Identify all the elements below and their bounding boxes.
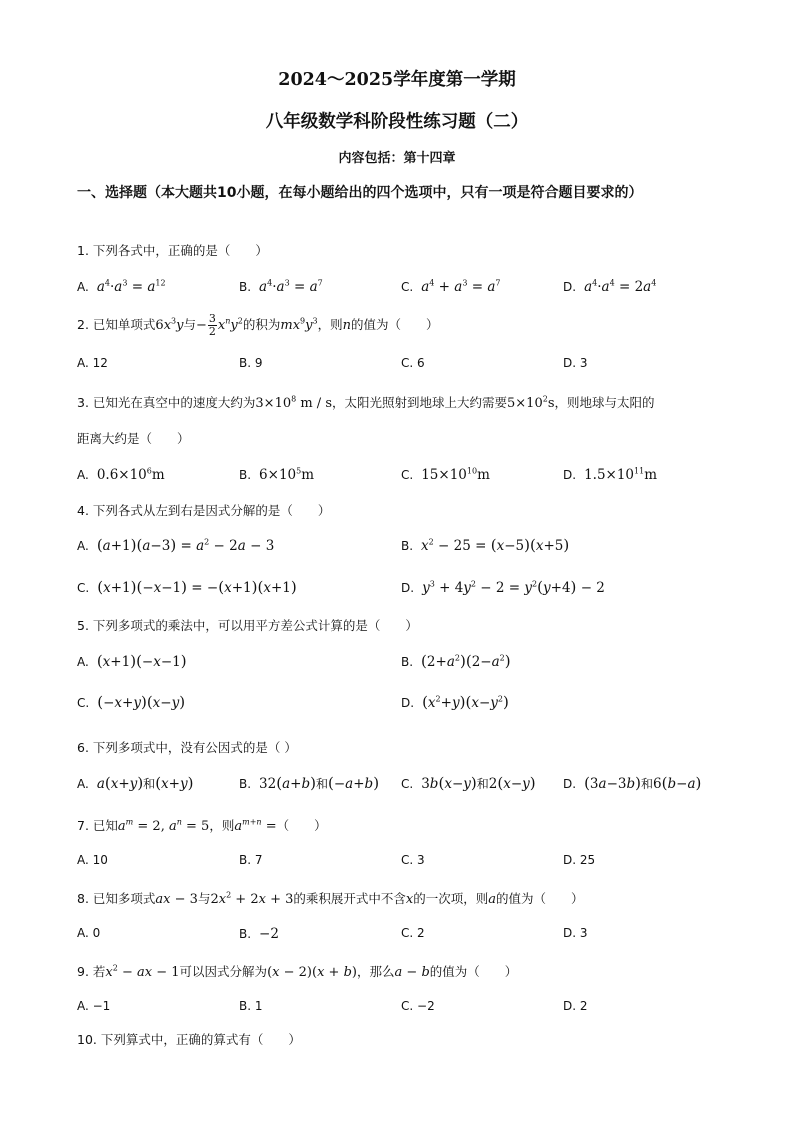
question-7-option-d: D. 25: [563, 853, 596, 867]
question-8-option-d: D. 3: [563, 926, 588, 940]
stem-text: ，那么: [356, 964, 395, 979]
question-4-option-a: [77, 536, 274, 554]
question-9-option-a: A. −1: [77, 999, 111, 1013]
question-8-option-c: C. 2: [401, 926, 425, 940]
option-label: D.: [401, 696, 415, 710]
question-3-option-d: [563, 466, 657, 483]
exam-scope: 内容包括：第十四章: [338, 151, 456, 166]
formula: −2: [259, 926, 279, 942]
formula: $6x^3y$: [155, 316, 184, 333]
question-2-option-d: D. 3: [563, 356, 588, 370]
stem-text: 的一次项，则: [413, 891, 489, 906]
question-9-option-b: B. 1: [239, 999, 263, 1013]
formula: a: [488, 892, 497, 907]
formula: − $\frac{3}{2}$ $x^ny^2$: [196, 312, 243, 338]
formula: a(x+y): [96, 774, 144, 792]
stem-text: 的值为（ ）: [429, 964, 518, 979]
formula: $mx^9y^3$: [280, 316, 318, 333]
formula: $a^{m+n}$ =: [234, 817, 277, 834]
question-2-option-b: B. 9: [239, 356, 263, 370]
stem-text: 的值为（ ）: [350, 317, 439, 332]
formula: (−x+y)(x−y): [97, 693, 186, 711]
question-1-option-a: [77, 278, 166, 295]
formula: $(x^2+y)(x-y^2)$: [422, 693, 509, 711]
exam-title-year: 2024～2025学年度第一学期: [278, 70, 516, 90]
question-3-option-b: [239, 466, 314, 483]
stem-text: （ ）: [276, 818, 327, 833]
option-label: B.: [239, 279, 252, 294]
formula: $a^4\cdot a^3 = a^{12}$: [96, 278, 166, 295]
and-word: 和: [315, 777, 328, 791]
option-label: B.: [239, 467, 252, 482]
stem-text: 与: [197, 891, 211, 906]
question-3-stem: [77, 393, 727, 411]
formula: a − b: [394, 965, 430, 980]
formula: $1.5\times 10^{11}m$: [584, 466, 658, 483]
and-word: 和: [641, 777, 654, 791]
question-5-option-d: [401, 693, 509, 711]
option-label: A.: [77, 279, 89, 294]
question-2-option-c: C. 6: [401, 356, 425, 370]
question-5-stem: 5. 下列多项式的乘法中，可以用平方差公式计算的是（ ）: [77, 618, 418, 633]
question-1-option-d: [563, 278, 656, 295]
question-6-stem: 6. 下列多项式中，没有公因式的是（ ）: [77, 740, 297, 755]
stem-text: 3. 已知光在真空中的速度大约为: [77, 395, 256, 410]
option-label: D.: [563, 777, 577, 791]
formula: $3\times 10^8$ m / s: [255, 394, 332, 411]
formula: 2(x−y): [488, 774, 536, 792]
formula: $0.6\times 10^6m$: [96, 466, 165, 483]
question-3-option-a: [77, 466, 165, 483]
question-6-option-a: [77, 774, 193, 792]
question-10-stem: 10. 下列算式中，正确的算式有（ ）: [77, 1032, 301, 1047]
section-heading: 一、选择题（本大题共10小题，在每小题给出的四个选项中，只有一项是符合题目要求的）: [77, 185, 643, 201]
formula: $a^4\cdot a^4 = 2a^4$: [584, 278, 657, 295]
stem-text: 8. 已知多项式: [77, 891, 156, 906]
formula: ax − 3: [155, 892, 198, 907]
question-3-option-c: [401, 466, 490, 483]
stem-text: ，则: [317, 317, 343, 332]
formula: $5\times 10^2s$: [507, 394, 555, 411]
option-label: C.: [401, 467, 414, 482]
and-word: 和: [143, 777, 156, 791]
option-label: A.: [77, 777, 89, 791]
question-6-option-c: [401, 774, 536, 792]
option-label: C.: [401, 777, 414, 791]
formula: $x^2$ − ax − 1: [105, 963, 180, 980]
option-label: D.: [563, 279, 577, 294]
question-6-option-b: [239, 774, 379, 792]
question-5-option-c: [77, 693, 185, 711]
formula: 32(a+b): [259, 774, 316, 792]
formula: 6(b−a): [653, 774, 702, 792]
stem-text: 的乘积展开式中不含: [293, 891, 406, 906]
option-label: A.: [77, 655, 89, 669]
formula: $15\times 10^{10}m$: [421, 466, 490, 483]
option-label: B.: [401, 655, 414, 669]
stem-text: 7. 已知: [77, 818, 118, 833]
question-1-option-c: [401, 278, 500, 295]
question-9-stem: [77, 962, 727, 980]
formula: $a^4 + a^3 = a^7$: [421, 278, 501, 295]
stem-text: ，则: [209, 818, 235, 833]
formula: x: [405, 892, 414, 907]
option-label: B.: [239, 927, 252, 941]
option-label: D.: [563, 467, 577, 482]
exam-title: 八年级数学科阶段性练习题（二）: [265, 112, 529, 132]
formula: $y^3 + 4y^2 - 2 = y^2(y+4) - 2$: [422, 578, 605, 596]
formula: n: [342, 318, 351, 333]
option-label: C.: [77, 581, 90, 595]
question-8-option-b: [239, 926, 279, 942]
formula: 3b(x−y): [421, 774, 477, 792]
question-7-stem: [77, 816, 727, 834]
formula: $(a+1)(a-3) = a^2 - 2a - 3$: [96, 536, 275, 554]
option-label: C.: [401, 279, 414, 294]
question-1-stem: 1. 下列各式中，正确的是（ ）: [77, 243, 268, 258]
question-4-stem: 4. 下列各式从左到右是因式分解的是（ ）: [77, 503, 331, 518]
formula: (x+y): [155, 774, 194, 792]
question-6-option-d: [563, 774, 701, 792]
formula: (−a+b): [328, 774, 380, 792]
question-9-option-d: D. 2: [563, 999, 588, 1013]
formula: (x+1)(−x−1) = −(x+1)(x+1): [97, 578, 297, 596]
question-4-option-c: [77, 578, 297, 596]
question-2-option-a: A. 12: [77, 356, 108, 370]
stem-text: ，太阳光照射到地球上大约需要: [332, 395, 508, 410]
formula: (3a−3b): [584, 774, 641, 792]
option-label: A.: [77, 467, 89, 482]
question-4-option-b: [401, 536, 569, 554]
option-label: B.: [401, 539, 414, 553]
question-7-option-c: C. 3: [401, 853, 425, 867]
question-4-option-d: [401, 578, 605, 596]
stem-text: 可以因式分解为: [179, 964, 268, 979]
formula: (x − 2)(x + b): [267, 965, 357, 980]
question-5-option-a: [77, 652, 187, 670]
stem-text: 的值为（ ）: [496, 891, 584, 906]
question-7-option-a: A. 10: [77, 853, 108, 867]
formula: $a^m = 2$, $a^n = 5$: [117, 817, 210, 834]
option-label: D.: [401, 581, 415, 595]
question-7-option-b: B. 7: [239, 853, 263, 867]
option-label: A.: [77, 539, 89, 553]
stem-text: ，则地球与太阳的: [554, 395, 655, 410]
formula: $a^4\cdot a^3 = a^7$: [259, 278, 323, 295]
stem-text: 与: [183, 317, 196, 332]
stem-text: 9. 若: [77, 964, 106, 979]
question-5-option-b: [401, 652, 511, 670]
formula: (x+1)(−x−1): [96, 652, 187, 670]
option-label: B.: [239, 777, 252, 791]
formula: $x^2 - 25 = (x-5)(x+5)$: [421, 536, 570, 554]
question-8-stem: [77, 889, 727, 907]
option-label: C.: [77, 696, 90, 710]
formula: $(2+a^2)(2-a^2)$: [421, 652, 511, 670]
and-word: 和: [476, 777, 489, 791]
formula: $6\times 10^5m$: [259, 466, 315, 483]
stem-text: 2. 已知单项式: [77, 317, 156, 332]
question-1-option-b: [239, 278, 323, 295]
formula: $2x^2 + 2x + 3$: [210, 890, 294, 907]
question-9-option-c: C. −2: [401, 999, 435, 1013]
question-2-stem: [77, 313, 727, 338]
stem-text: 的积为: [242, 317, 281, 332]
question-3-stem-line2: 距离大约是（ ）: [77, 431, 190, 446]
question-8-option-a: A. 0: [77, 926, 101, 940]
